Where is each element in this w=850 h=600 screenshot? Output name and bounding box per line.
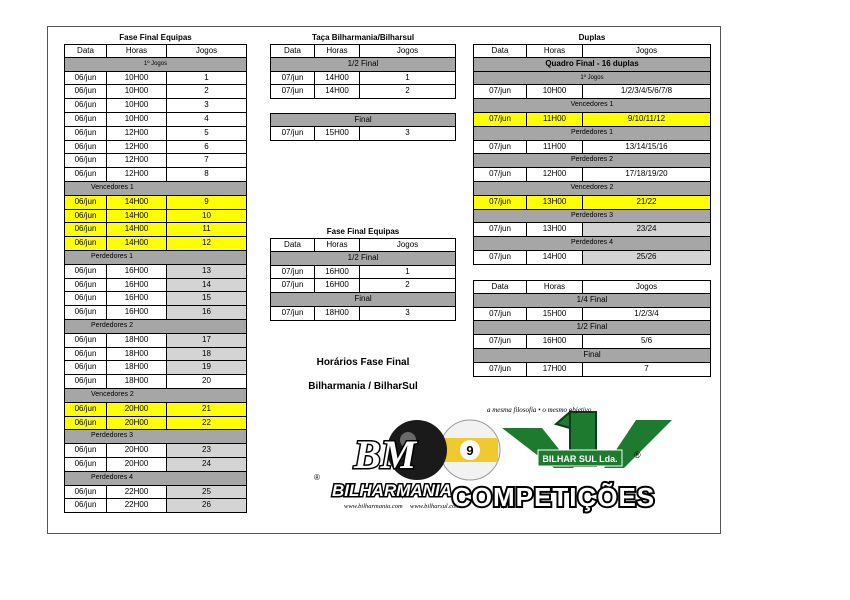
cell-date: 07/jun xyxy=(473,85,526,99)
cell-date: 06/jun xyxy=(64,127,106,141)
table-row xyxy=(64,444,247,458)
section-header: Perdedores 1 xyxy=(473,127,711,141)
column-header: Horas xyxy=(526,280,582,294)
section-header: Perdedores 1 xyxy=(64,251,247,265)
table-row xyxy=(64,375,247,389)
header-row xyxy=(270,238,456,252)
cell-date: 07/jun xyxy=(473,251,526,265)
cell-date: 07/jun xyxy=(473,113,526,127)
cell-date: 07/jun xyxy=(270,85,314,99)
cell-game: 26 xyxy=(166,499,247,513)
cell-game: 2 xyxy=(166,85,247,99)
cell-game: 19 xyxy=(166,361,247,375)
cell-game: 5 xyxy=(166,127,247,141)
header-row xyxy=(473,44,711,58)
cell-game: 13/14/15/16 xyxy=(582,141,711,155)
cell-date: 06/jun xyxy=(64,237,106,251)
cell-date: 06/jun xyxy=(64,458,106,472)
cell-date: 06/jun xyxy=(64,113,106,127)
table-row xyxy=(270,127,456,141)
cell-game: 12 xyxy=(166,237,247,251)
cell-time: 16H00 xyxy=(526,335,582,349)
cell-date: 06/jun xyxy=(64,72,106,86)
cell-game: 17/18/19/20 xyxy=(582,168,711,182)
cell-time: 10H00 xyxy=(106,72,166,86)
table-title: Duplas xyxy=(578,33,606,42)
cell-time: 14H00 xyxy=(526,251,582,265)
cell-date: 06/jun xyxy=(64,210,106,224)
cell-game: 16 xyxy=(166,306,247,320)
cell-time: 14H00 xyxy=(314,85,359,99)
spacer xyxy=(270,99,456,113)
cell-date: 07/jun xyxy=(270,72,314,86)
cell-time: 12H00 xyxy=(526,168,582,182)
table-row xyxy=(64,458,247,472)
cell-game: 2 xyxy=(359,85,456,99)
cell-game: 1 xyxy=(359,72,456,86)
table-row xyxy=(64,141,247,155)
cell-time: 22H00 xyxy=(106,486,166,500)
logo-competicoes xyxy=(292,398,682,518)
section-header: 1º Jogos xyxy=(473,72,711,86)
cell-time: 10H00 xyxy=(106,85,166,99)
site-bilharsul: www.bilharsul.com xyxy=(410,503,461,510)
cell-date: 06/jun xyxy=(64,279,106,293)
cell-time: 18H00 xyxy=(106,375,166,389)
cell-time: 16H00 xyxy=(106,306,166,320)
table-title: Fase Final Equipas xyxy=(326,227,400,236)
table-row xyxy=(64,196,247,210)
table-row xyxy=(270,307,456,321)
cell-game: 24 xyxy=(166,458,247,472)
middle-table-fase-final xyxy=(270,225,456,321)
cell-time: 10H00 xyxy=(526,85,582,99)
cell-game: 18 xyxy=(166,348,247,362)
cell-game: 21 xyxy=(166,403,247,417)
cell-date: 06/jun xyxy=(64,223,106,237)
right-table-duplas xyxy=(473,31,711,265)
table-row xyxy=(64,486,247,500)
logo-bm: BM xyxy=(354,432,417,477)
section-header: Vencedores 2 xyxy=(64,389,247,403)
cell-date: 06/jun xyxy=(64,361,106,375)
site-bilharmania: www.bilharmania.com xyxy=(344,503,403,510)
column-header: Data xyxy=(270,44,314,58)
cell-time: 12H00 xyxy=(106,154,166,168)
cell-game: 22 xyxy=(166,417,247,431)
cell-game: 11 xyxy=(166,223,247,237)
table-row xyxy=(473,85,711,99)
column-header: Data xyxy=(473,280,526,294)
cell-game: 2 xyxy=(359,279,456,293)
cell-time: 14H00 xyxy=(106,237,166,251)
column-header: Jogos xyxy=(582,280,711,294)
column-header: Data xyxy=(270,238,314,252)
cell-time: 18H00 xyxy=(106,361,166,375)
cell-date: 07/jun xyxy=(473,335,526,349)
table-row xyxy=(270,279,456,293)
right-table-finais xyxy=(473,280,711,377)
table-row xyxy=(473,335,711,349)
cell-game: 4 xyxy=(166,113,247,127)
caption-horarios: Horários Fase Final xyxy=(316,357,410,368)
cell-time: 13H00 xyxy=(526,196,582,210)
table-title: Fase Final Equipas xyxy=(119,33,192,42)
competicoes-title: COMPETIÇÕES xyxy=(452,482,656,512)
column-header: Horas xyxy=(314,238,359,252)
cell-date: 06/jun xyxy=(64,417,106,431)
cell-game: 3 xyxy=(166,99,247,113)
cell-game: 23/24 xyxy=(582,223,711,237)
header-row xyxy=(473,280,711,294)
cell-game: 23 xyxy=(166,444,247,458)
logo-bilharmania-text: BILHARMANIA xyxy=(332,481,452,500)
cell-game: 1 xyxy=(359,266,456,280)
cell-date: 07/jun xyxy=(473,168,526,182)
cell-game: 15 xyxy=(166,292,247,306)
cell-time: 16H00 xyxy=(106,265,166,279)
cell-game: 9 xyxy=(166,196,247,210)
section-header: Perdedores 3 xyxy=(473,210,711,224)
cell-time: 15H00 xyxy=(314,127,359,141)
cell-date: 06/jun xyxy=(64,154,106,168)
section-header: Final xyxy=(270,113,456,127)
table-row xyxy=(64,210,247,224)
section-header: Perdedores 4 xyxy=(473,237,711,251)
table-row xyxy=(473,251,711,265)
section-header: 1/2 Final xyxy=(270,252,456,266)
cell-game: 13 xyxy=(166,265,247,279)
table-row xyxy=(64,223,247,237)
cell-time: 11H00 xyxy=(526,141,582,155)
table-row xyxy=(64,127,247,141)
cell-time: 15H00 xyxy=(526,308,582,322)
section-header: Perdedores 2 xyxy=(473,154,711,168)
cell-date: 06/jun xyxy=(64,334,106,348)
cell-time: 18H00 xyxy=(106,348,166,362)
table-title: Taça Bilharmania/Bilharsul xyxy=(311,33,415,42)
cell-time: 12H00 xyxy=(106,127,166,141)
section-header: Perdedores 4 xyxy=(64,472,247,486)
section-header: Perdedores 2 xyxy=(64,320,247,334)
table-row xyxy=(64,237,247,251)
cell-date: 06/jun xyxy=(64,486,106,500)
cell-time: 14H00 xyxy=(106,196,166,210)
cell-game: 1/2/3/4/5/6/7/8 xyxy=(582,85,711,99)
ball-nine-icon xyxy=(440,420,500,480)
cell-game: 1 xyxy=(166,72,247,86)
table-row xyxy=(64,348,247,362)
table-row xyxy=(270,72,456,86)
table-row xyxy=(473,223,711,237)
cell-game: 3 xyxy=(359,307,456,321)
table-row xyxy=(64,265,247,279)
cell-date: 06/jun xyxy=(64,141,106,155)
cell-time: 14H00 xyxy=(106,223,166,237)
section-header: 1/2 Final xyxy=(270,58,456,72)
cell-time: 22H00 xyxy=(106,499,166,513)
cell-time: 11H00 xyxy=(526,113,582,127)
column-header: Jogos xyxy=(166,44,247,58)
cell-game: 5/6 xyxy=(582,335,711,349)
table-row xyxy=(64,279,247,293)
cell-game: 14 xyxy=(166,279,247,293)
cell-time: 16H00 xyxy=(314,279,359,293)
cell-time: 16H00 xyxy=(314,266,359,280)
column-header: Jogos xyxy=(359,238,456,252)
column-header: Horas xyxy=(106,44,166,58)
cell-game: 25 xyxy=(166,486,247,500)
cell-time: 18H00 xyxy=(314,307,359,321)
column-header: Horas xyxy=(526,44,582,58)
slogan: a mesma filosofia • o mesmo objetivo xyxy=(487,406,592,414)
cell-date: 07/jun xyxy=(473,223,526,237)
table-row xyxy=(473,196,711,210)
cell-time: 17H00 xyxy=(526,363,582,377)
cell-date: 06/jun xyxy=(64,292,106,306)
cell-game: 20 xyxy=(166,375,247,389)
table-row xyxy=(64,154,247,168)
cell-time: 12H00 xyxy=(106,141,166,155)
cell-time: 20H00 xyxy=(106,417,166,431)
cell-game: 9/10/11/12 xyxy=(582,113,711,127)
cell-time: 14H00 xyxy=(314,72,359,86)
table-row xyxy=(64,113,247,127)
cell-date: 06/jun xyxy=(64,265,106,279)
cell-date: 06/jun xyxy=(64,499,106,513)
column-header: Jogos xyxy=(359,44,456,58)
ball-number: 9 xyxy=(466,443,474,458)
table-row xyxy=(64,292,247,306)
section-header: Quadro Final - 16 duplas xyxy=(473,58,711,72)
cell-time: 20H00 xyxy=(106,444,166,458)
cell-date: 07/jun xyxy=(270,127,314,141)
cell-time: 12H00 xyxy=(106,168,166,182)
bilharsul-plate-text: BILHAR SUL Lda. xyxy=(542,454,618,464)
cell-time: 14H00 xyxy=(106,210,166,224)
cell-date: 06/jun xyxy=(64,375,106,389)
table-row xyxy=(64,499,247,513)
table-row xyxy=(64,168,247,182)
section-header: Final xyxy=(270,293,456,307)
table-row xyxy=(473,308,711,322)
table-row xyxy=(473,141,711,155)
cell-time: 10H00 xyxy=(106,113,166,127)
section-header: 1º Jogos xyxy=(64,58,247,72)
section-header: Vencedores 1 xyxy=(473,99,711,113)
column-header: Horas xyxy=(314,44,359,58)
table-row xyxy=(64,306,247,320)
cell-game: 7 xyxy=(582,363,711,377)
section-header: 1/2 Final xyxy=(473,321,711,335)
table-row xyxy=(64,403,247,417)
column-header: Jogos xyxy=(582,44,711,58)
section-header: 1/4 Final xyxy=(473,294,711,308)
section-header: Final xyxy=(473,349,711,363)
cell-date: 07/jun xyxy=(270,307,314,321)
cell-date: 07/jun xyxy=(473,363,526,377)
cell-date: 06/jun xyxy=(64,348,106,362)
cell-date: 06/jun xyxy=(64,99,106,113)
logo-reg-right: ® xyxy=(634,450,641,460)
table-row xyxy=(270,85,456,99)
table-row xyxy=(473,168,711,182)
cell-game: 3 xyxy=(359,127,456,141)
cell-game: 6 xyxy=(166,141,247,155)
column-header: Data xyxy=(64,44,106,58)
cell-time: 16H00 xyxy=(106,292,166,306)
caption-bilharmania-bilharsul: Bilharmania / BilharSul xyxy=(308,381,418,392)
cell-date: 07/jun xyxy=(270,279,314,293)
table-row xyxy=(64,85,247,99)
cell-game: 25/26 xyxy=(582,251,711,265)
table-row xyxy=(64,361,247,375)
cell-game: 10 xyxy=(166,210,247,224)
cell-date: 07/jun xyxy=(473,196,526,210)
header-row xyxy=(270,44,456,58)
table-row xyxy=(64,99,247,113)
cell-time: 16H00 xyxy=(106,279,166,293)
cell-time: 10H00 xyxy=(106,99,166,113)
cell-time: 20H00 xyxy=(106,403,166,417)
cell-date: 06/jun xyxy=(64,196,106,210)
table-row xyxy=(473,363,711,377)
cell-date: 06/jun xyxy=(64,85,106,99)
middle-table-taca xyxy=(270,31,456,141)
cell-date: 06/jun xyxy=(64,403,106,417)
cell-date: 06/jun xyxy=(64,306,106,320)
table-row xyxy=(64,72,247,86)
table-row xyxy=(473,113,711,127)
table-row xyxy=(64,417,247,431)
logo-reg-left: ® xyxy=(314,473,320,482)
section-header: Perdedores 3 xyxy=(64,430,247,444)
cell-game: 8 xyxy=(166,168,247,182)
left-table-equipas xyxy=(64,31,247,513)
cell-date: 07/jun xyxy=(270,266,314,280)
section-header: Vencedores 2 xyxy=(473,182,711,196)
cell-date: 06/jun xyxy=(64,168,106,182)
cell-date: 07/jun xyxy=(473,308,526,322)
cell-time: 18H00 xyxy=(106,334,166,348)
section-header: Vencedores 1 xyxy=(64,182,247,196)
cell-game: 17 xyxy=(166,334,247,348)
table-row xyxy=(270,266,456,280)
cell-game: 7 xyxy=(166,154,247,168)
header-row xyxy=(64,44,247,58)
cell-date: 06/jun xyxy=(64,444,106,458)
cell-time: 20H00 xyxy=(106,458,166,472)
cell-game: 1/2/3/4 xyxy=(582,308,711,322)
cell-time: 13H00 xyxy=(526,223,582,237)
cell-game: 21/22 xyxy=(582,196,711,210)
table-row xyxy=(64,334,247,348)
cell-date: 07/jun xyxy=(473,141,526,155)
column-header: Data xyxy=(473,44,526,58)
